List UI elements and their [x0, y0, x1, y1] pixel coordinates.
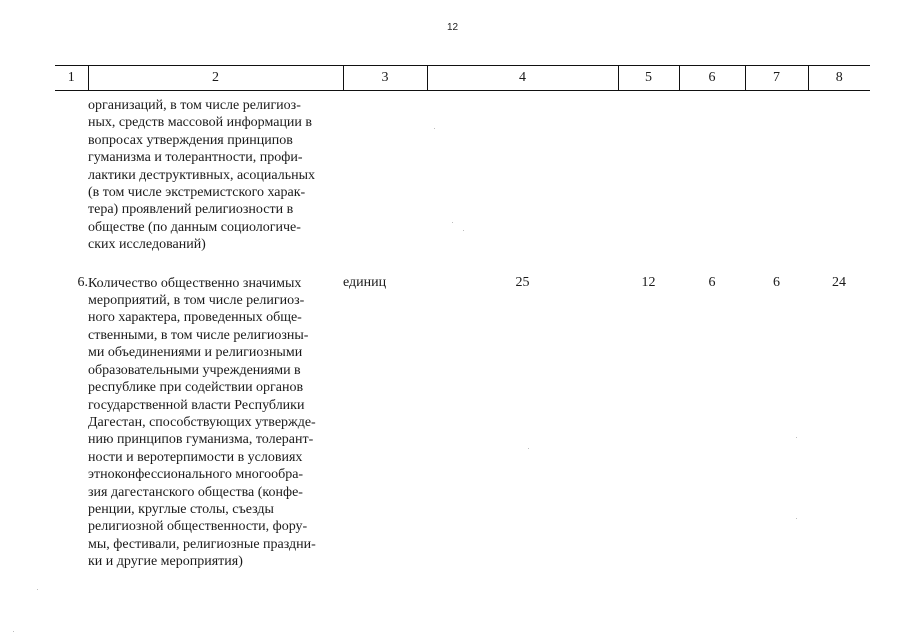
indicators-table — [55, 65, 870, 571]
column-header-6: 6 — [679, 66, 745, 91]
scan-speck — [452, 222, 453, 223]
table-row — [55, 91, 870, 272]
scan-speck — [13, 631, 14, 632]
column-header-5: 5 — [618, 66, 679, 91]
column-header-8: 8 — [808, 66, 870, 91]
scan-speck — [528, 448, 529, 449]
value-col-4 — [427, 91, 618, 272]
indicator-description: Количество общественно значимых мероприятий, в том числе религиоз- ного характера, проведенных обще- ственными, в том числе религиозны- ми объединениями и религиозными образовательными учреждениями в республике при содействии органов государственной власти Республики Дагестан, способствующих утвержде- нию принципов гуманизма, толерант- ности и веротерпимости в условиях этноконфессионального многообра- зия дагестанского общества (конфе- ренции, круглые столы, съезды религиозной общественности, фору- мы, фестивали, религиозные праздни- ки и другие мероприятия) — [88, 275, 316, 570]
column-header-1: 1 — [55, 66, 88, 91]
value-col-8 — [808, 91, 870, 272]
value-col-4: 25 — [515, 274, 530, 290]
column-header-4: 4 — [427, 66, 618, 91]
scan-speck — [463, 230, 464, 231]
scan-speck — [796, 518, 797, 519]
scan-speck — [434, 128, 435, 129]
column-number-header-row — [55, 66, 870, 91]
unit-of-measure — [343, 91, 427, 272]
value-col-6: 6 — [708, 274, 716, 290]
value-col-7 — [745, 91, 808, 272]
table-row — [55, 272, 870, 571]
value-col-7: 6 — [773, 274, 780, 290]
page-number: 12 — [446, 22, 459, 33]
row-number: 6. — [77, 274, 88, 290]
value-col-5 — [618, 91, 679, 272]
value-col-6 — [679, 91, 745, 272]
column-header-2: 2 — [88, 66, 343, 91]
indicator-description: организаций, в том числе религиоз- ных, средств массовой информации в вопросах утверждения принципов гуманизма и толерантности, профи- лактики деструктивных, асоциальных (в том числе экстремистского харак- тера) проявлений религиозности в обществе (по данным социологиче- ских исследований) — [88, 98, 315, 253]
scan-speck — [796, 437, 797, 438]
value-col-8: 24 — [832, 274, 846, 290]
scan-speck — [37, 589, 38, 590]
column-header-3: 3 — [343, 66, 427, 91]
value-col-5: 12 — [641, 274, 656, 290]
column-header-7: 7 — [745, 66, 808, 91]
unit-of-measure: единиц — [343, 274, 387, 290]
row-number — [55, 91, 88, 272]
